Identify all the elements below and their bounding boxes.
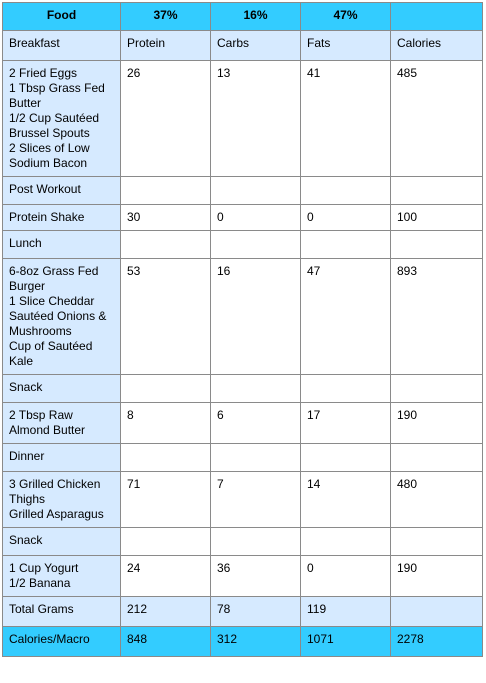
- carbs-value: 7: [211, 472, 301, 528]
- calories-macro-label: Calories/Macro: [3, 627, 121, 657]
- carbs-value: 0: [211, 205, 301, 231]
- calories-macro-row: [3, 627, 483, 657]
- empty-cell: [121, 375, 211, 403]
- meal-section-label: Snack: [3, 375, 121, 403]
- food-line: Cup of Sautéed: [9, 339, 93, 353]
- calories-value: 485: [391, 61, 483, 177]
- meal-section-row: [3, 375, 483, 403]
- food-line: 2 Slices of Low: [9, 141, 90, 155]
- food-line: Sodium Bacon: [9, 156, 88, 170]
- food-line: 2 Tbsp Raw: [9, 408, 73, 422]
- protein-value: 8: [121, 403, 211, 444]
- macro-percent-header-row: [3, 3, 483, 31]
- empty-cell: [391, 444, 483, 472]
- food-line: Sautéed Onions &: [9, 309, 107, 323]
- meal-section-label: Dinner: [3, 444, 121, 472]
- calories-column-header: Calories: [391, 31, 483, 61]
- empty-cell: [211, 444, 301, 472]
- food-item-row: [3, 403, 483, 444]
- empty-cell: [301, 528, 391, 556]
- empty-cell: [301, 375, 391, 403]
- empty-cell: [391, 177, 483, 205]
- empty-cell: [391, 231, 483, 259]
- fats-value: 41: [301, 61, 391, 177]
- meal-section-row: [3, 528, 483, 556]
- total-grams-label: Total Grams: [3, 597, 121, 627]
- food-description: [3, 556, 121, 597]
- empty-cell: [301, 231, 391, 259]
- empty-cell: [211, 231, 301, 259]
- calories-value: 190: [391, 403, 483, 444]
- food-line: Almond Butter: [9, 423, 86, 437]
- meal-section-label: Post Workout: [3, 177, 121, 205]
- macro-fats-calories: 1071: [301, 627, 391, 657]
- meal-section-label: Snack: [3, 528, 121, 556]
- food-line: 1/2 Cup Sautéed: [9, 111, 100, 125]
- empty-cell: [301, 177, 391, 205]
- calories-value: 480: [391, 472, 483, 528]
- fats-column-header: Fats: [301, 31, 391, 61]
- empty-cell: [121, 231, 211, 259]
- food-description: [3, 205, 121, 231]
- empty-cell: [121, 177, 211, 205]
- carbs-percent: 16%: [211, 3, 301, 31]
- macro-total-calories: 2278: [391, 627, 483, 657]
- food-line: 1 Tbsp Grass Fed: [9, 81, 105, 95]
- calories-value: 100: [391, 205, 483, 231]
- nutrition-table: [2, 2, 483, 657]
- food-header: Food: [3, 3, 121, 31]
- protein-value: 30: [121, 205, 211, 231]
- fats-value: 0: [301, 205, 391, 231]
- empty-cell: [211, 528, 301, 556]
- food-line: 3 Grilled Chicken: [9, 477, 101, 491]
- protein-column-header: Protein: [121, 31, 211, 61]
- fats-percent: 47%: [301, 3, 391, 31]
- food-description: [3, 61, 121, 177]
- carbs-value: 13: [211, 61, 301, 177]
- food-item-row: [3, 472, 483, 528]
- total-grams-row: [3, 597, 483, 627]
- food-item-row: [3, 259, 483, 375]
- calories-value: 893: [391, 259, 483, 375]
- protein-value: 26: [121, 61, 211, 177]
- empty-cell: [121, 528, 211, 556]
- fats-value: 14: [301, 472, 391, 528]
- food-description: [3, 259, 121, 375]
- food-line: Grilled Asparagus: [9, 507, 104, 521]
- food-item-row: [3, 61, 483, 177]
- food-description: [3, 472, 121, 528]
- calories-value: 190: [391, 556, 483, 597]
- empty-cell: [121, 444, 211, 472]
- empty-cell: [391, 528, 483, 556]
- fats-value: 0: [301, 556, 391, 597]
- meal-label: Breakfast: [3, 31, 121, 61]
- food-line: 2 Fried Eggs: [9, 66, 78, 80]
- total-protein: 212: [121, 597, 211, 627]
- empty-cell: [391, 375, 483, 403]
- calories-percent: [391, 3, 483, 31]
- food-description: [3, 403, 121, 444]
- food-line: Kale: [9, 354, 34, 368]
- macro-protein-calories: 848: [121, 627, 211, 657]
- protein-value: 53: [121, 259, 211, 375]
- total-calories: [391, 597, 483, 627]
- meal-section-label: Lunch: [3, 231, 121, 259]
- food-line: 6-8oz Grass Fed: [9, 264, 99, 278]
- carbs-column-header: Carbs: [211, 31, 301, 61]
- carbs-value: 36: [211, 556, 301, 597]
- food-line: Burger: [9, 279, 46, 293]
- meal-section-row: [3, 231, 483, 259]
- food-line: 1 Cup Yogurt: [9, 561, 79, 575]
- food-line: Protein Shake: [9, 210, 85, 224]
- carbs-value: 16: [211, 259, 301, 375]
- food-line: 1/2 Banana: [9, 576, 71, 590]
- food-line: Mushrooms: [9, 324, 72, 338]
- empty-cell: [211, 177, 301, 205]
- protein-value: 71: [121, 472, 211, 528]
- meal-section-row: [3, 444, 483, 472]
- fats-value: 47: [301, 259, 391, 375]
- food-line: 1 Slice Cheddar: [9, 294, 95, 308]
- food-item-row: [3, 205, 483, 231]
- macro-carbs-calories: 312: [211, 627, 301, 657]
- food-line: Butter: [9, 96, 42, 110]
- food-line: Brussel Spouts: [9, 126, 90, 140]
- column-header-row: [3, 31, 483, 61]
- protein-percent: 37%: [121, 3, 211, 31]
- food-line: Thighs: [9, 492, 46, 506]
- empty-cell: [301, 444, 391, 472]
- nutrition-table-body: [3, 3, 483, 657]
- empty-cell: [211, 375, 301, 403]
- total-fats: 119: [301, 597, 391, 627]
- carbs-value: 6: [211, 403, 301, 444]
- meal-section-row: [3, 177, 483, 205]
- protein-value: 24: [121, 556, 211, 597]
- food-item-row: [3, 556, 483, 597]
- total-carbs: 78: [211, 597, 301, 627]
- fats-value: 17: [301, 403, 391, 444]
